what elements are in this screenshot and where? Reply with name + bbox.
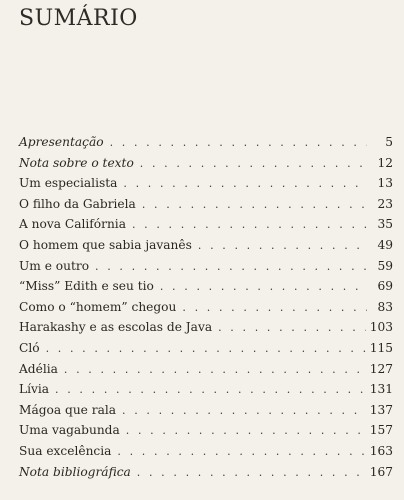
toc-entry bbox=[19, 173, 393, 194]
toc-entry-page: 157 bbox=[369, 423, 393, 438]
leader-dots bbox=[142, 195, 367, 216]
toc-entry bbox=[19, 379, 393, 400]
toc-entry-page: 115 bbox=[369, 340, 393, 355]
toc-entry-title: Um especialista bbox=[19, 176, 118, 191]
toc-entry-title: Cló bbox=[19, 340, 40, 355]
leader-dots bbox=[198, 236, 367, 257]
toc-entry-page: 13 bbox=[377, 176, 393, 191]
toc-entry bbox=[19, 214, 393, 235]
toc-entry-title: Mágoa que rala bbox=[19, 402, 117, 417]
toc-entry-page: 35 bbox=[377, 217, 393, 232]
toc-entry-title: Uma vagabunda bbox=[19, 423, 120, 438]
toc-entry-title: A nova Califórnia bbox=[19, 217, 126, 232]
leader-dots bbox=[160, 277, 367, 298]
toc-entry bbox=[19, 462, 393, 483]
leader-dots bbox=[140, 154, 367, 175]
table-of-contents bbox=[19, 132, 393, 482]
toc-entry bbox=[19, 297, 393, 318]
toc-entry-page: 83 bbox=[377, 299, 393, 314]
toc-entry-page: 12 bbox=[377, 155, 393, 170]
toc-entry bbox=[19, 359, 393, 380]
toc-entry-title: Nota sobre o texto bbox=[19, 155, 134, 170]
leader-dots bbox=[137, 463, 366, 484]
toc-entry bbox=[19, 420, 393, 441]
toc-entry-page: 163 bbox=[369, 443, 393, 458]
toc-entry-page: 127 bbox=[369, 361, 393, 376]
toc-entry-page: 137 bbox=[369, 402, 393, 417]
toc-entry bbox=[19, 317, 393, 338]
toc-entry-title: Nota bibliográfica bbox=[19, 464, 131, 479]
toc-entry-page: 167 bbox=[369, 464, 393, 479]
toc-entry-title: Um e outro bbox=[19, 258, 90, 273]
contents-heading: SUMÁRIO bbox=[19, 6, 138, 31]
toc-entry bbox=[19, 235, 393, 256]
toc-entry bbox=[19, 276, 393, 297]
leader-dots bbox=[218, 318, 366, 339]
toc-entry-title: Sua excelência bbox=[19, 443, 112, 458]
toc-entry bbox=[19, 256, 393, 277]
toc-entry-page: 131 bbox=[369, 382, 393, 397]
leader-dots bbox=[64, 360, 366, 381]
leader-dots bbox=[110, 133, 367, 154]
toc-entry-title: Apresentação bbox=[19, 135, 104, 149]
toc-entry-page: 69 bbox=[377, 279, 393, 294]
toc-entry-title: “Miss” Edith e seu tio bbox=[19, 279, 154, 294]
toc-entry-title: Adélia bbox=[19, 361, 58, 376]
toc-entry bbox=[19, 153, 393, 174]
toc-entry-title: O homem que sabia javanês bbox=[19, 237, 192, 252]
toc-entry-title: O filho da Gabriela bbox=[19, 196, 136, 211]
toc-entry bbox=[19, 132, 393, 153]
leader-dots bbox=[132, 215, 367, 236]
toc-entry bbox=[19, 441, 393, 462]
toc-entry-title: Harakashy e as escolas de Java bbox=[19, 320, 213, 335]
leader-dots bbox=[122, 401, 366, 422]
toc-entry-page: 5 bbox=[385, 135, 393, 149]
leader-dots bbox=[117, 442, 365, 463]
toc-entry-page: 59 bbox=[377, 258, 393, 273]
leader-dots bbox=[95, 257, 367, 278]
toc-entry-page: 103 bbox=[369, 320, 393, 335]
toc-entry-title: Como o “homem” chegou bbox=[19, 299, 177, 314]
leader-dots bbox=[123, 174, 367, 195]
leader-dots bbox=[55, 380, 366, 401]
toc-entry bbox=[19, 338, 393, 359]
leader-dots bbox=[46, 339, 366, 360]
toc-entry-page: 23 bbox=[377, 196, 393, 211]
toc-entry bbox=[19, 400, 393, 421]
leader-dots bbox=[126, 421, 366, 442]
toc-entry bbox=[19, 194, 393, 215]
leader-dots bbox=[182, 298, 367, 319]
toc-entry-page: 49 bbox=[377, 237, 393, 252]
toc-entry-title: Lívia bbox=[19, 382, 50, 397]
